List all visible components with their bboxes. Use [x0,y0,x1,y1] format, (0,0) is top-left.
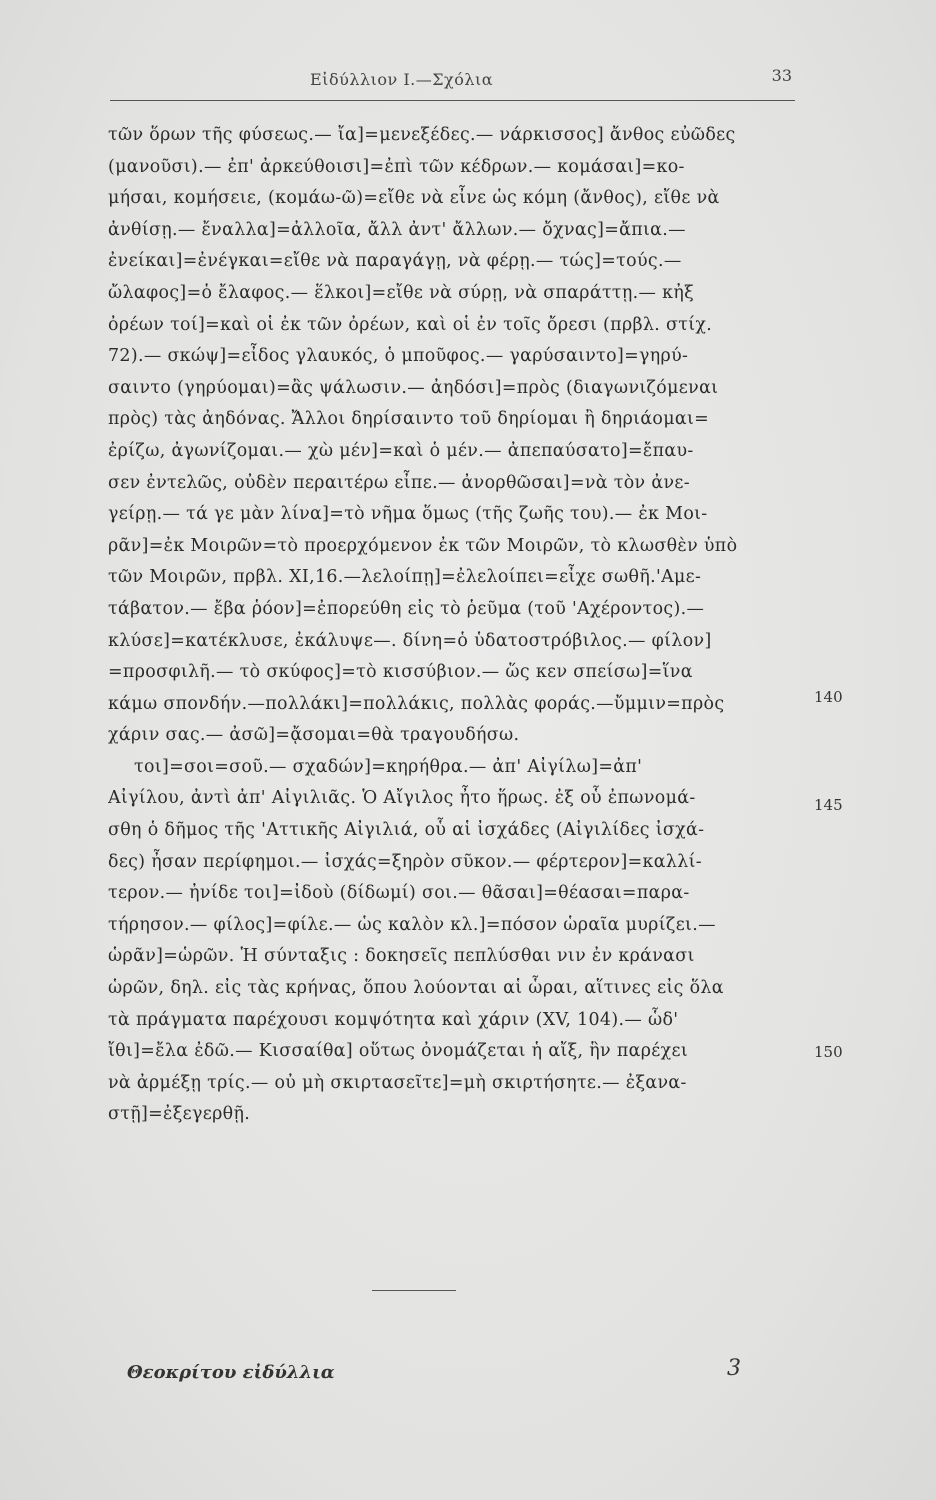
text-line: Αἰγίλου, ἀντὶ ἀπ' Αἰγιλιᾶς. Ὁ Αἴγιλος ἦτο ἥρως. ἐξ οὗ ἐπωνομά- [108,788,696,809]
text-line: ἐνείκαι]=ἐνέγκαι=εἴθε νὰ παραγάγῃ, νὰ φέρῃ.— τώς]=τούς.— [108,251,682,272]
running-head [110,66,792,98]
verse-line-number: 145 [814,796,843,814]
text-line: στῇ]=ἐξεγερθῇ. [108,1104,251,1125]
text-line: ὤλαφος]=ὁ ἔλαφος.— ἕλκοι]=εἴθε νὰ σύρῃ, νὰ σπαράττῃ.— κἠξ [108,282,695,303]
text-line: ὡρῶν, δηλ. εἰς τὰς κρήνας, ὅπου λούονται αἱ ὧραι, αἵτινες εἰς ὅλα [108,978,724,999]
text-line: νὰ ἀρμέξῃ τρίς.— οὐ μὴ σκιρτασεῖτε]=μὴ σκιρτήσητε.— ἐξανα- [108,1072,687,1093]
text-line: πρὸς) τὰς ἀηδόνας. Ἄλλοι δηρίσαιντο τοῦ δηρίομαι ἢ δηριάομαι= [108,409,710,430]
text-line: 72).— σκώψ]=εἶδος γλαυκός, ὁ μποῦφος.— γαρύσαιντο]=γηρύ- [108,346,689,367]
text-line: ὡρᾶν]=ὡρῶν. Ἡ σύνταξις : δοκησεῖς πεπλύσθαι νιν ἐν κράνασι [108,946,695,967]
text-line: κάμω σπονδήν.—πολλάκι]=πολλάκις, πολλὰς φοράς.—ὔμμιν=πρὸς [108,693,725,714]
text-line: τῶν Μοιρῶν, πρβλ. XI,16.—λελοίπῃ]=ἐλελοίπει=εἶχε σωθῆ.'Αμε- [108,567,702,588]
verse-line-number: 140 [814,688,843,706]
text-line: τὰ πράγματα παρέχουσι κομψότητα καὶ χάριν (XV, 104).— ὧδ' [108,1009,679,1030]
text-line: κλύσε]=κατέκλυσε, ἐκάλυψε—. δίνη=ὁ ὑδατοστρόβιλος.— φίλον] [108,630,712,651]
text-line: ὀρέων τοί]=καὶ οἱ ἐκ τῶν ὀρέων, καὶ οἱ ἐν τοῖς ὄρεσι (πρβλ. στίχ. [108,314,713,335]
verse-line-number: 150 [814,1043,843,1061]
signature-number: 3 [727,1356,741,1381]
text-line: τάβατον.— ἔβα ῥόον]=ἐπορεύθη εἰς τὸ ῥεῦμα (τοῦ 'Αχέροντος).— [108,598,705,619]
text-line: ἀνθίσῃ.— ἔναλλα]=ἀλλοῖα, ἄλλ ἀντ' ἄλλων.— ὄχνας]=ἄπια.— [108,219,686,240]
text-line: (μανοῦσι).— ἐπ' ἀρκεύθοισι]=ἐπὶ τῶν κέδρων.— κομάσαι]=κο- [108,156,685,177]
text-line: σεν ἐντελῶς, οὐδὲν περαιτέρω εἶπε.— ἀνορθῶσαι]=νὰ τὸν ἀνε- [108,472,690,493]
text-line: χάριν σας.— ἀσῶ]=ᾄσομαι=θὰ τραγουδήσω. [108,725,520,746]
text-line: τερον.— ἠνίδε τοι]=ἰδοὺ (δίδωμί) σοι.— θᾶσαι]=θέασαι=παρα- [108,883,690,904]
text-line: δες) ἦσαν περίφημοι.— ἰσχάς=ξηρὸν σῦκον.— φέρτερον]=καλλί- [108,851,702,872]
running-title: Εἰδύλλιον Ι.—Σχόλια [310,70,494,89]
text-line: ρᾶν]=ἐκ Μοιρῶν=τὸ προερχόμενον ἐκ τῶν Μοιρῶν, τὸ κλωσθὲν ὑπὸ [108,535,738,556]
signature-title: Θεοκρίτου εἰδύλλια [127,1362,335,1383]
commentary-text [108,120,804,1131]
text-line: σαιντο (γηρύομαι)=ἂς ψάλωσιν.— ἀηδόσι]=πρὸς (διαγωνιζόμεναι [108,377,719,398]
text-line: γείρῃ.— τά γε μὰν λίνα]=τὸ νῆμα ὅμως (τῆς ζωῆς του).— ἐκ Μοι- [108,504,708,525]
text-line: ἴθι]=ἔλα ἐδῶ.— Κισσαίθα] οὕτως ὀνομάζεται ἡ αἴξ, ἣν παρέχει [108,1041,689,1062]
text-line: σθη ὁ δῆμος τῆς 'Αττικῆς Αἰγιλιά, οὗ αἱ ἰσχάδες (Αἰγιλίδες ἰσχά- [108,820,705,841]
text-line: μήσαι, κομήσειε, (κομάω-ῶ)=εἴθε νὰ εἶνε ὡς κόμη (ἄνθος), εἴθε νὰ [108,188,720,209]
text-line: τήρησον.— φίλος]=φίλε.— ὡς καλὸν κλ.]=πόσον ὡραῖα μυρίζει.— [108,914,716,935]
section-rule [372,1290,456,1291]
text-line: ἐρίζω, ἀγωνίζομαι.— χὼ μέν]=καὶ ὁ μέν.— ἀπεπαύσατο]=ἔπαυ- [108,440,694,461]
page-number: 33 [771,66,792,85]
text-line: =προσφιλῆ.— τὸ σκύφος]=τὸ κισσύβιον.— ὥς κεν σπείσω]=ἵνα [108,662,693,683]
text-line: τοι]=σοι=σοῦ.— σχαδών]=κηρήθρα.— ἀπ' Αἰγίλω]=ἀπ' [134,756,643,777]
header-rule [110,100,795,101]
text-line: τῶν ὅρων τῆς φύσεως.— ἴα]=μενεξέδες.— νάρκισσος] ἄνθος εὐῶδες [108,125,736,145]
